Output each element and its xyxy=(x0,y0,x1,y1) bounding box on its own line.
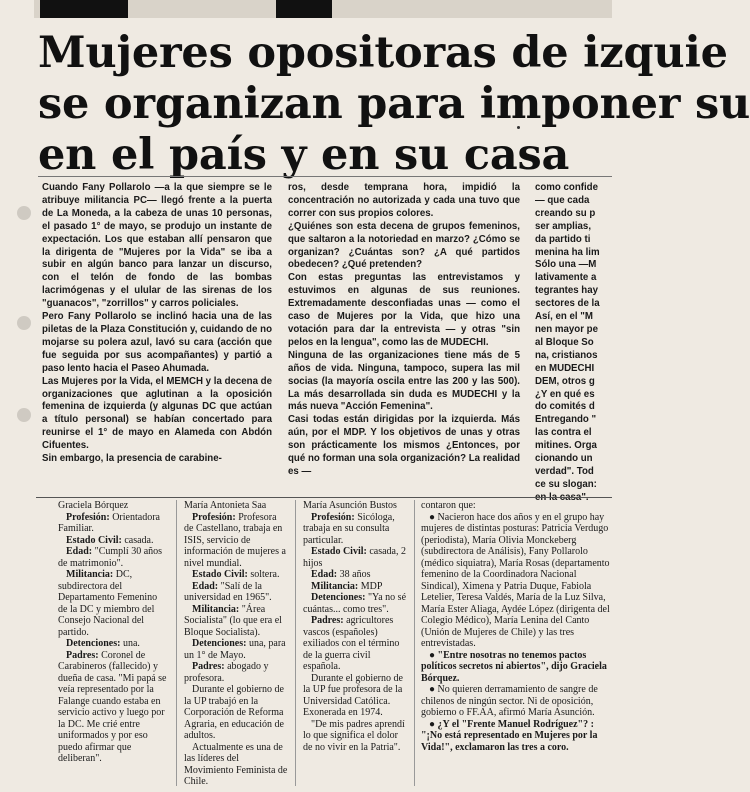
bio-field-label: Edad: xyxy=(192,580,219,592)
bio-field-label: Militancia: xyxy=(192,603,240,615)
bio-field-value: Orientadora Familiar. xyxy=(58,511,160,534)
article-line-cropped: ser amplias, xyxy=(535,220,592,232)
bio-field-value: una, para un 1° de Mayo. xyxy=(184,638,286,661)
bio-field xyxy=(58,650,168,765)
bio-field xyxy=(303,615,407,673)
article-paragraph: ros, desde temprana hora, impidió la concentración no autorizada y cada una tuvo que correr con sus propios colores. xyxy=(288,182,520,219)
bio-name: María Asunción Bustos xyxy=(303,500,397,511)
headline-line-3: en el país y en su casa xyxy=(38,130,570,180)
bio-field-label: Militancia: xyxy=(311,580,359,592)
article-paragraph: Sin embargo, la presencia de carabine- xyxy=(42,453,222,465)
bio-field-value: una. xyxy=(122,638,140,649)
article-column-3-cropped xyxy=(535,182,612,503)
headline-rule xyxy=(38,176,612,177)
bio-field xyxy=(58,535,168,547)
bio-field-value: "Cumplí 30 años de matrimonio". xyxy=(58,546,163,569)
bio-field-value: "De mis padres aprendí lo que significa el dolor de no vivir en la Patria". xyxy=(303,718,405,753)
response-item: ● No quieren derramamiento de sangre de chilenos de ningún sector. Ni de oposición, gobierno o FF.AA, afirmó María Asunción. xyxy=(421,684,598,718)
bio-field-label: Edad: xyxy=(66,546,93,557)
article-paragraph: Con estas preguntas las entrevistamos y estuvimos en algunas de sus reuniones. Extremadamente desconfiadas unas — como el caso de Mujeres por la Vida, que hizo una votación para dar la entrevista — y otras "sin pelos en la lengua", como las de MUDECHI. xyxy=(288,272,520,348)
article-line-cropped: cionando un xyxy=(535,453,593,465)
sidebar-box-rule xyxy=(36,497,612,498)
article-line-cropped: las contra el xyxy=(535,427,592,439)
bullet-icon: ● xyxy=(429,511,438,523)
bio-field-label: Detenciones: xyxy=(192,638,247,649)
column-divider xyxy=(295,500,296,786)
bio-field-value: agricultores vascos (españoles) exiliados con el término de la guerra civil española. xyxy=(303,615,400,672)
punch-hole xyxy=(17,408,31,422)
bio-field xyxy=(184,742,288,788)
response-item: ● "Entre nosotras no tenemos pactos políticos secretos ni abiertos", dijo Graciela Bórquez. xyxy=(421,649,607,684)
bio-field xyxy=(184,512,288,570)
bio-field-label: Padres: xyxy=(311,615,344,626)
bio-field xyxy=(184,684,288,742)
article-paragraph: Ninguna de las organizaciones tiene más de 5 años de vida. Ninguna, tampoco, supera las mil socias (la mayoría oscila entre las 200 y las 500). La más desarrollada sin duda es MUDECHI y la más nueva "Acción Femenina". xyxy=(288,349,520,413)
article-line-cropped: mitines. Orga xyxy=(535,440,597,452)
bio-graciela-borquez xyxy=(58,500,168,790)
bio-field xyxy=(303,581,407,593)
article-line-cropped: ¿Y en qué es xyxy=(535,388,595,400)
article-paragraph: Casi todas están dirigidas por la izquierda. Más aún, por el MDP. Y los objetivos de unas y otras son prácticamente los mismos ¿Entonces, por qué no forman una sola organización? La realidad es — xyxy=(288,414,520,477)
bio-field-value: "Área Socialista" (lo que era el Bloque Socialista). xyxy=(184,603,282,638)
punch-hole xyxy=(17,316,31,330)
bio-maria-asuncion-bustos xyxy=(303,500,407,790)
article-line-cropped: en la casa". xyxy=(535,491,589,503)
bio-field xyxy=(303,512,407,547)
article-line-cropped: DEM, otros g xyxy=(535,375,595,387)
bio-field-label: Estado Civil: xyxy=(66,534,122,546)
bio-field-label: Padres: xyxy=(66,649,99,661)
article-line-cropped: ce su slogan: xyxy=(535,478,597,490)
article-line-cropped: Entregando " xyxy=(535,414,597,426)
bio-field-value: Durante el gobierno de la UP trabajó en la Corporación de Reforma Agraria, en educación de adultos. xyxy=(184,684,284,741)
bio-field-label: Padres: xyxy=(192,661,225,672)
bio-name: María Antonieta Saa xyxy=(184,500,267,511)
bio-field xyxy=(184,638,288,661)
bullet-icon: ● xyxy=(429,718,438,730)
column-divider xyxy=(176,500,177,786)
responses-column xyxy=(421,500,612,790)
article-line-cropped: sectores de la xyxy=(535,298,600,310)
article-line-cropped: do comités d xyxy=(535,401,595,413)
article-line-cropped: na, cristianos xyxy=(535,349,598,361)
article-line-cropped: nen mayor pe xyxy=(535,323,598,335)
column-divider xyxy=(414,500,415,786)
bio-field-label: Detenciones: xyxy=(311,592,366,603)
article-line-cropped: lativamente a xyxy=(535,272,597,284)
bio-field-value: "Salí de la universidad en 1965". xyxy=(184,580,272,603)
bio-field xyxy=(303,546,407,569)
bio-field xyxy=(303,592,407,615)
bullet-icon: ● xyxy=(429,684,438,695)
responses-lead: contaron que: xyxy=(421,500,476,511)
bio-field-value: abogado y profesora. xyxy=(184,661,269,684)
response-item: ● Nacieron hace dos años y en el grupo hay mujeres de distintas posturas: Patricia Verdugo (periodista), María Olivia Monckeberg (subdirectora de Análisis), Fany Pollarolo (médico siquiatra), María Rosas (departamento femenino de la Coordinadora Nacional Sindical), Ximena y Patria Duque, Fabiola Letelier, Teresa Valdés, María de la Luz Silva, María Ester Aliaga, Aydée López (dirigenta del Colegio Médico), María Lenina del Canto (Unión de Mujeres de Chile) y las tres entrevistadas. xyxy=(421,511,610,649)
article-paragraph: Las Mujeres por la Vida, el MEMCH y la decena de organizaciones que aglutinan a la oposición femenina de izquierda (y algunas DC que actúan a título personal) se habían concertado para reunirse el 1° de mayo en Alameda con Abdón Cifuentes. xyxy=(42,375,272,452)
bullet-icon: ● xyxy=(429,649,438,661)
bio-field xyxy=(184,569,288,581)
dark-masthead-block xyxy=(276,0,332,18)
article-line-cropped: en MUDECHI xyxy=(535,362,595,374)
bio-maria-antonieta-saa xyxy=(184,500,288,790)
bio-field xyxy=(303,569,407,581)
bio-field xyxy=(184,661,288,684)
article-column-1 xyxy=(42,182,272,495)
bio-field xyxy=(58,638,168,650)
response-item: ● ¿Y el "Frente Manuel Rodríguez"? : "¡No está representado en Mujeres por la Vida!", exclamaron las tres a coro. xyxy=(421,718,598,753)
bio-field-label: Profesión: xyxy=(311,511,355,523)
article-line-cropped: tegrantes hay xyxy=(535,285,598,297)
article-paragraph: Pero Fany Pollarolo se inclinó hacia una de las piletas de la Plaza Constitución y, cuidando de no mojarse su polera azul, lavó su cara (acción que fue seguida por sus acompañantes) y partió a paso lento hacia el Paseo Ahumada. xyxy=(42,311,272,374)
bio-name: Graciela Bórquez xyxy=(58,500,129,511)
article-line-cropped: Sólo una —M xyxy=(535,259,597,271)
bio-field-value: Sicóloga, trabaja en su consulta particular. xyxy=(303,511,395,546)
headline xyxy=(38,28,750,181)
bio-field xyxy=(58,512,168,535)
bio-field xyxy=(58,546,168,569)
article-line-cropped: menina ha lim xyxy=(535,246,600,258)
punch-hole xyxy=(17,206,31,220)
bio-field-label: Estado Civil: xyxy=(311,546,367,557)
article-line-cropped: — que cada xyxy=(535,194,590,206)
bio-field-label: Edad: xyxy=(311,569,338,580)
bio-field-value: casada. xyxy=(124,534,154,546)
bio-field-value: Durante el gobierno de la UP fue profesora de la Universidad Católica. Exonerada en 1974. xyxy=(303,672,403,718)
article-line-cropped: como confide xyxy=(535,182,598,193)
bio-field xyxy=(184,604,288,639)
article-line-cropped: creando su p xyxy=(535,207,596,219)
bio-field xyxy=(303,719,407,754)
article-line-cropped: al Bloque So xyxy=(535,336,594,348)
bio-field-value: Profesora de Castellano, trabaja en ISIS, servicio de información de mujeres a nivel mundial. xyxy=(184,511,286,569)
bio-field-value: MDP xyxy=(360,580,383,592)
bio-field-label: Profesión: xyxy=(66,511,110,523)
bio-field-value: "Ya no sé cuántas... como tres". xyxy=(303,592,407,615)
bio-field-label: Estado Civil: xyxy=(192,569,248,580)
bio-field-label: Profesión: xyxy=(192,511,236,523)
article-column-2 xyxy=(288,182,520,495)
bio-field xyxy=(303,673,407,719)
article-line-cropped: Así, en el "M xyxy=(535,311,593,323)
bio-field-value: 38 años xyxy=(339,569,371,580)
article-line-cropped: da partido ti xyxy=(535,233,591,245)
bio-field-value: DC, subdirectora del Departamento Femenino de la DC y miembro del Consejo Nacional del partido. xyxy=(58,569,158,638)
bio-field-value: Actualmente es una de las líderes del Movimiento Feminista de Chile. xyxy=(184,741,288,787)
bio-field xyxy=(184,581,288,604)
article-paragraph: Cuando Fany Pollarolo —a la que siempre se le atribuye militancia PC— llegó frente a la puerta de La Moneda, a la cabeza de unas 10 personas, el pasado 1° de mayo, se produjo un instante de expectación. Los que estaban allí pensaron que la dirigenta de "Mujeres por la Vida" se iba a subir en algún banco para lanzar un discurso, con el telón de fondo de las bombas lacrimógenas y el ulular de las sirenas de los "guanacos", "zorrillos" y carros policiales. xyxy=(42,182,272,310)
bio-field-label: Detenciones: xyxy=(66,638,121,649)
bio-field-value: casada, 2 hijos xyxy=(303,546,406,569)
bio-field-label: Militancia: xyxy=(66,569,114,580)
article-line-cropped: verdad". Tod xyxy=(535,465,594,477)
clipping-top-strip xyxy=(34,0,612,18)
headline-line-1: Mujeres opositoras de izquie xyxy=(38,28,728,78)
article-paragraph: ¿Quiénes son esta decena de grupos femeninos, que saltaron a la notoriedad en marzo? ¿Cómo se organizan? ¿Cuántas son? ¿A qué partidos obedecen? ¿Qué pretenden? xyxy=(288,220,520,271)
bio-field-value: Coronel de Carabineros (fallecido) y dueña de casa. "Mi papá se veía representado por la Falange cuando estaba en servicio activo y luego por la DC. Me crié entre uniformados y por eso puedo afirmar que deliberan". xyxy=(58,649,167,764)
headline-line-2: se organizan para imponer su xyxy=(38,79,750,129)
dark-masthead-block xyxy=(40,0,128,18)
bio-field xyxy=(58,569,168,638)
bio-field-value: soltera. xyxy=(250,569,280,580)
